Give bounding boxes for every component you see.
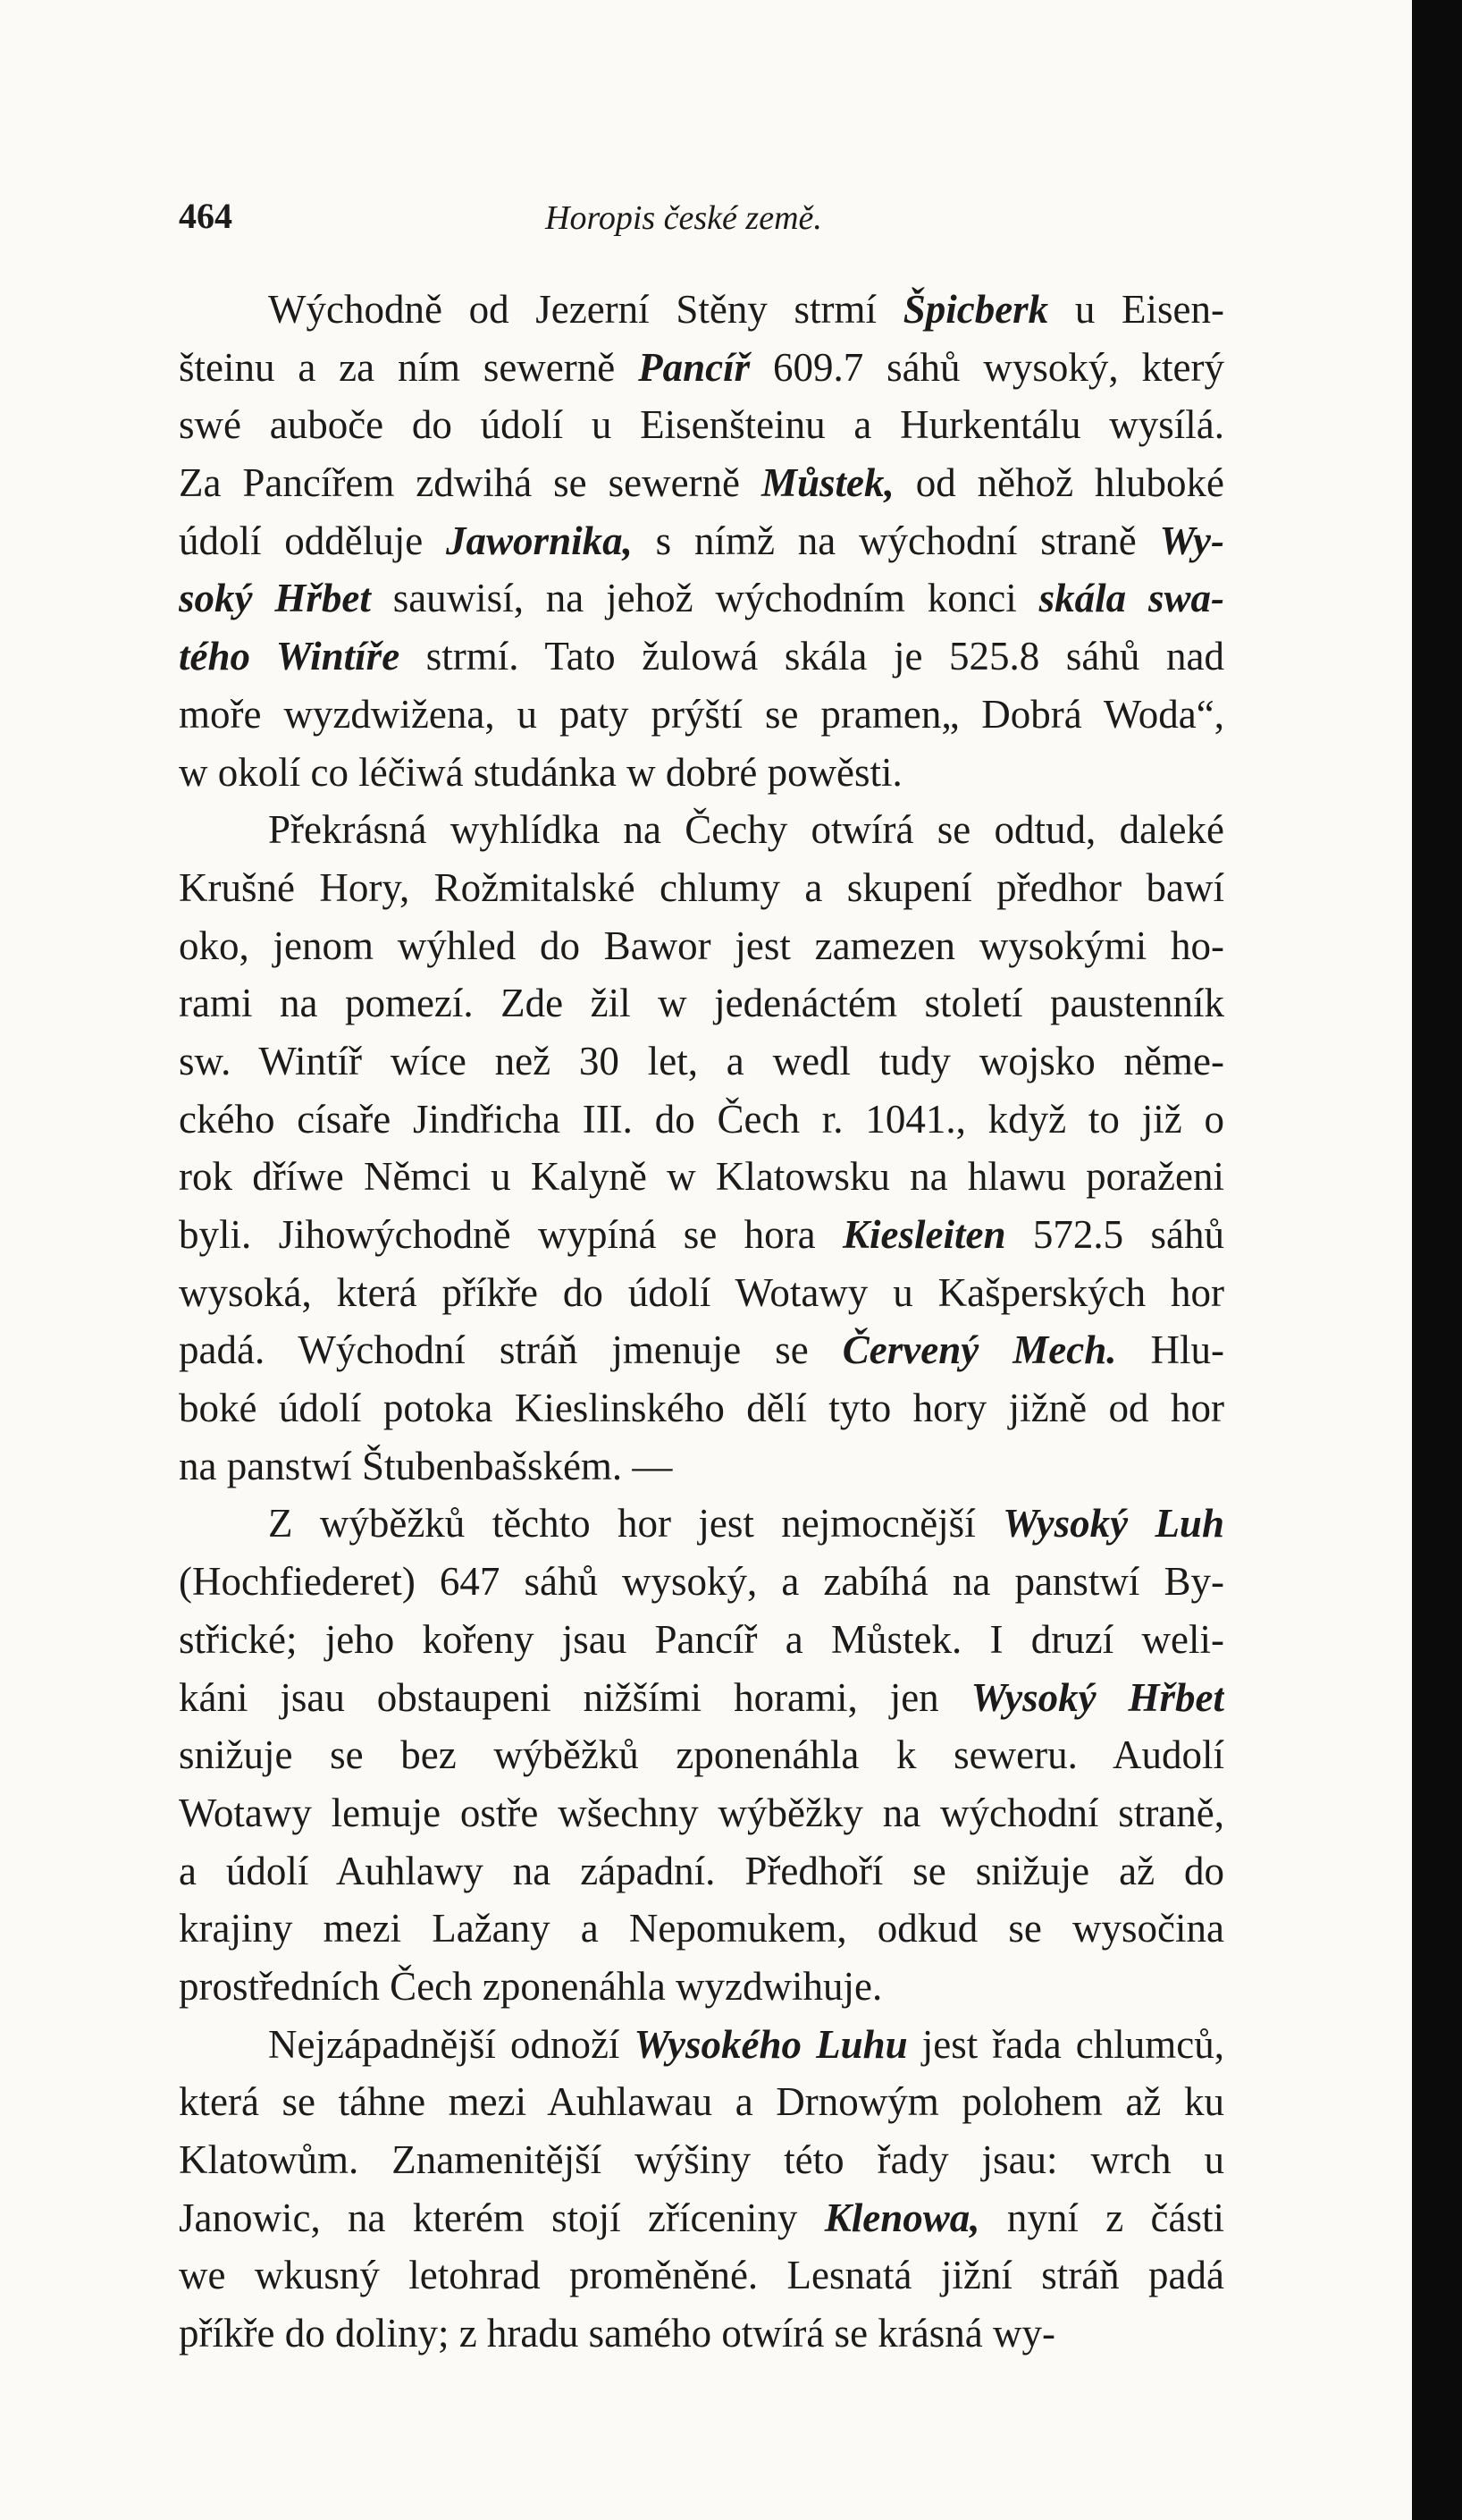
body-text xyxy=(179,281,1224,2363)
text-line: šteinu a za ním sewerně Pancíř 609.7 sáhů wysoký, který xyxy=(179,344,1224,390)
italic-term: Jawornika, xyxy=(446,518,633,563)
text-line: a údolí Auhlawy na západní. Předhoří se snižuje až do xyxy=(179,1848,1224,1893)
italic-term: Kiesleiten xyxy=(843,1212,1006,1257)
italic-term: Wysokého Luhu xyxy=(634,2021,908,2067)
scan-edge xyxy=(1412,0,1462,2520)
text-line: příkře do doliny; z hradu samého otwírá se krásná wy- xyxy=(179,2311,1055,2356)
running-head xyxy=(179,195,1224,257)
italic-term: tého Wintíře xyxy=(179,634,400,679)
text-line: Za Pancířem zdwihá se sewerně Můstek, od něhož hluboké xyxy=(179,460,1224,506)
text-line: rami na pomezí. Zde žil w jedenáctém století paustenník xyxy=(179,981,1224,1026)
paragraph xyxy=(179,2016,1224,2363)
text-line: boké údolí potoka Kieslinského dělí tyto hory jižně od hor xyxy=(179,1386,1224,1431)
text-line: Z wýběžků těchto hor jest nejmocnější Wysoký Luh xyxy=(268,1501,1224,1547)
paragraph xyxy=(179,281,1224,801)
text-line: Překrásná wyhlídka na Čechy otwírá se odtud, daleké xyxy=(268,807,1224,853)
text-line: Wotawy lemuje ostře wšechny wýběžky na wýchodní straně, xyxy=(179,1790,1224,1835)
italic-term: Pancíř xyxy=(638,344,751,390)
italic-term: Klenowa, xyxy=(824,2195,980,2240)
italic-term: Můstek, xyxy=(760,460,895,506)
text-line: oko, jenom wýhled do Bawor jest zamezen wysokými ho- xyxy=(179,923,1224,968)
paragraph xyxy=(179,1495,1224,2015)
text-line: rok dříwe Němci u Kalyně w Klatowsku na hlawu poraženi xyxy=(179,1154,1224,1200)
text-line: snižuje se bez wýběžků zponenáhla k seweru. Audolí xyxy=(179,1732,1224,1778)
text-line: ckého císaře Jindřicha III. do Čech r. 1041., když to již o xyxy=(179,1096,1224,1142)
text-line: Janowic, na kterém stojí zříceniny Klenowa, nyní z části xyxy=(179,2195,1224,2240)
paragraph xyxy=(179,801,1224,1495)
text-line: swé auboče do údolí u Eisenšteinu a Hurkentálu wysílá. xyxy=(179,402,1224,448)
text-line: wysoká, která příkře do údolí Wotawy u Kašperských hor xyxy=(179,1269,1224,1315)
text-line: w okolí co léčiwá studánka w dobré powěsti. xyxy=(179,749,903,795)
text-line: která se táhne mezi Auhlawau a Drnowým polohem až ku xyxy=(179,2079,1224,2125)
italic-term: skála swa- xyxy=(1038,576,1224,621)
text-line: Krušné Hory, Rožmitalské chlumy a skupení předhor bawí xyxy=(179,864,1224,910)
text-line: (Hochfiederet) 647 sáhů wysoký, a zabíhá na panstwí By- xyxy=(179,1559,1224,1605)
text-line: sw. Wintíř wíce než 30 let, a wedl tudy wojsko něme- xyxy=(179,1038,1224,1083)
italic-term: Wysoký Hřbet xyxy=(970,1674,1224,1720)
italic-term: Červený Mech. xyxy=(842,1327,1117,1373)
text-line: káni jsau obstaupeni nižšími horami, jen Wysoký Hřbet xyxy=(179,1674,1224,1720)
text-line: údolí odděluje Jawornika, s nímž na wýchodní straně Wy- xyxy=(179,518,1224,563)
text-line: Wýchodně od Jezerní Stěny strmí Špicberk u Eisen- xyxy=(268,287,1224,332)
italic-term: Špicberk xyxy=(903,287,1049,332)
italic-term: Wysoký Luh xyxy=(1003,1501,1224,1547)
text-line: střické; jeho kořeny jsau Pancíř a Můstek. I druzí weli- xyxy=(179,1616,1224,1662)
text-line: soký Hřbet sauwisí, na jehož wýchodním konci skála swa- xyxy=(179,576,1224,621)
text-line: prostředních Čech zponenáhla wyzdwihuje. xyxy=(179,1963,883,2009)
text-line: we wkusný letohrad proměněné. Lesnatá jižní stráň padá xyxy=(179,2253,1224,2298)
text-line: padá. Wýchodní stráň jmenuje se Červený Mech. Hlu- xyxy=(179,1327,1224,1373)
text-line: moře wyzdwižena, u paty prýští se pramen„ Dobrá Woda“, xyxy=(179,691,1224,737)
text-line: byli. Jihowýchodně wypíná se hora Kiesleiten 572.5 sáhů xyxy=(179,1212,1224,1257)
italic-term: soký Hřbet xyxy=(179,576,371,621)
page-number: 464 xyxy=(179,196,232,236)
text-line: Klatowům. Znamenitější wýšiny této řady jsau: wrch u xyxy=(179,2137,1224,2182)
text-line: krajiny mezi Lažany a Nepomukem, odkud se wysočina xyxy=(179,1906,1224,1951)
italic-term: Wy- xyxy=(1159,518,1224,563)
text-line: Nejzápadnější odnoží Wysokého Luhu jest řada chlumců, xyxy=(268,2021,1224,2067)
running-title: Horopis české země. xyxy=(545,199,822,237)
text-line: tého Wintíře strmí. Tato žulowá skála je 525.8 sáhů nad xyxy=(179,634,1224,679)
text-line: na panstwí Štubenbašském. — xyxy=(179,1443,673,1488)
